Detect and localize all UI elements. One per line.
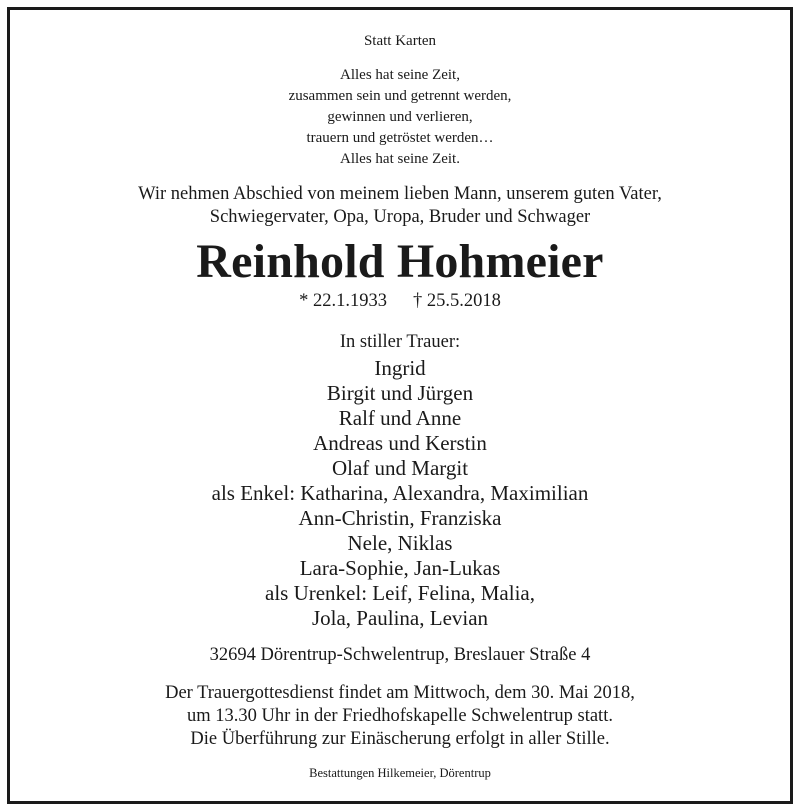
service-line: Der Trauergottesdienst findet am Mittwoch, dem 30. Mai 2018,	[165, 683, 635, 703]
poem-line: trauern und getröstet werden…	[306, 130, 494, 146]
service-line: um 13.30 Uhr in der Friedhofskapelle Schwelentrup statt.	[187, 706, 613, 726]
list-item: Nele, Niklas	[347, 531, 453, 555]
list-item: Olaf und Margit	[331, 456, 469, 480]
mourners-heading: In stiller Trauer:	[339, 332, 461, 352]
list-item: als Enkel: Katharina, Alexandra, Maximilian	[211, 481, 589, 505]
list-item: Lara-Sophie, Jan-Lukas	[299, 556, 501, 580]
intro-line: Wir nehmen Abschied von meinem lieben Mann, unserem guten Vater,	[138, 184, 662, 204]
undertaker: Bestattungen Hilkemeier, Dörentrup	[309, 766, 491, 780]
poem-line: gewinnen und verlieren,	[327, 109, 473, 125]
list-item: Ann-Christin, Franziska	[298, 506, 502, 530]
list-item: als Urenkel: Leif, Felina, Malia,	[265, 581, 535, 605]
life-dates	[0, 291, 800, 312]
list-item: Ralf und Anne	[338, 406, 462, 430]
poem-line: Alles hat seine Zeit.	[340, 151, 460, 167]
list-item: Birgit und Jürgen	[326, 381, 474, 405]
deceased-name: Reinhold Hohmeier	[196, 235, 604, 288]
poem-line: Alles hat seine Zeit,	[340, 67, 460, 83]
intro-line: Schwiegervater, Opa, Uropa, Bruder und Schwager	[209, 207, 591, 227]
address: 32694 Dörentrup-Schwelentrup, Breslauer Straße 4	[209, 645, 591, 665]
list-item: Jola, Paulina, Levian	[311, 606, 489, 630]
statt-karten: Statt Karten	[363, 33, 437, 49]
service-line: Die Überführung zur Einäscherung erfolgt in aller Stille.	[190, 729, 610, 749]
birth-date: * 22.1.1933	[299, 291, 387, 311]
death-date: † 25.5.2018	[413, 291, 501, 311]
list-item: Andreas und Kerstin	[313, 431, 487, 455]
poem-line: zusammen sein und getrennt werden,	[288, 88, 512, 104]
list-item: Ingrid	[374, 356, 426, 380]
